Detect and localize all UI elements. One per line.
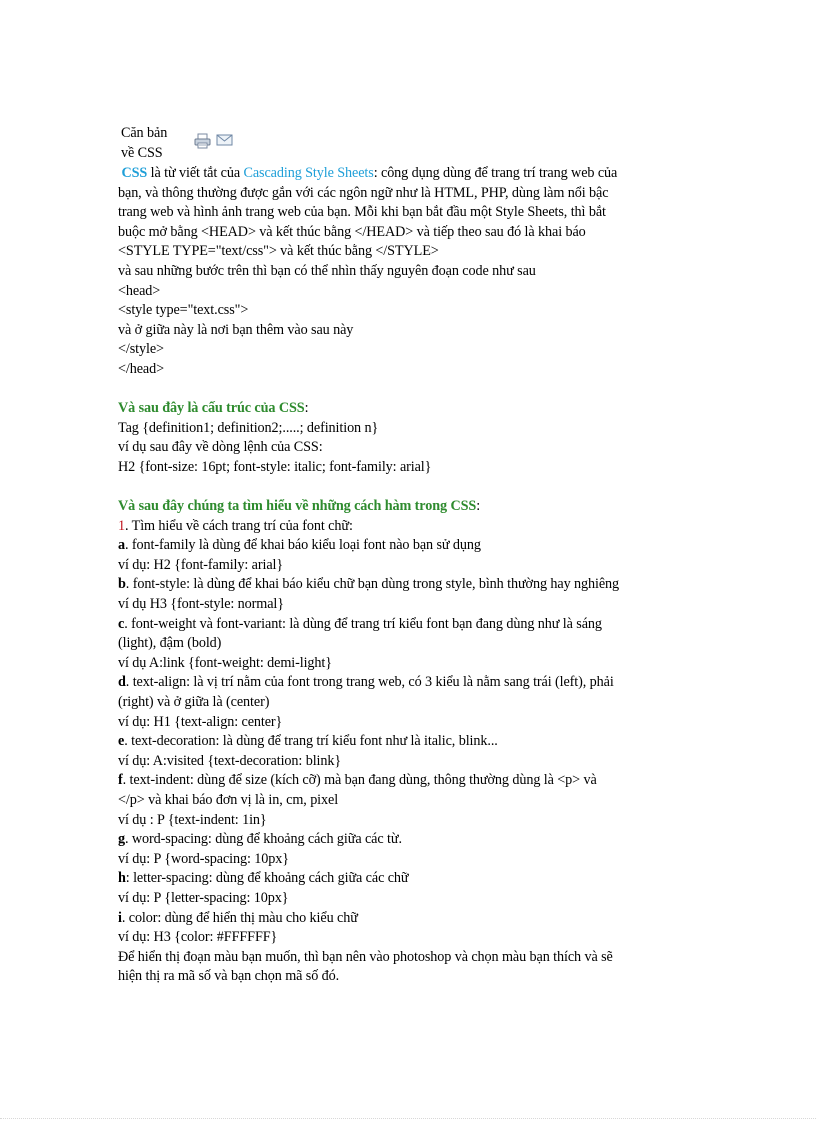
intro-paragraph (118, 164, 698, 380)
closing-line: hiện thị ra mã số và bạn chọn mã số đó. (118, 968, 340, 985)
section-heading: Và sau đây chúng ta tìm hiểu về những cách hàm trong CSS: (118, 498, 481, 515)
structure-section (118, 399, 698, 477)
printer-icon[interactable] (194, 133, 211, 156)
item-letter: i (118, 909, 122, 926)
article-content (118, 124, 698, 987)
code-line: </style> (118, 341, 164, 358)
property-item-g: g. word-spacing: dùng để khoảng cách giữa các từ. (118, 831, 402, 848)
item-letter: e (118, 733, 125, 750)
item-detail-line: ví dụ: P {word-spacing: 10px} (118, 850, 289, 867)
property-item-f: f. text-indent: dùng để size (kích cỡ) mà bạn đang dùng, thông thường dùng là <p> và (118, 772, 597, 789)
intro-line: và sau những bước trên thì bạn có thể nhìn thấy nguyên đoạn code như sau (118, 262, 536, 279)
page-title (121, 124, 185, 163)
example-label: ví dụ sau đây về dòng lệnh của CSS: (118, 439, 323, 456)
mail-icon[interactable] (216, 133, 233, 154)
intro-text-a: là từ viết tắt của (150, 165, 241, 181)
intro-line: <STYLE TYPE="text/css"> và kết thúc bằng </STYLE> (118, 243, 439, 260)
code-line: <style type="text.css"> (118, 302, 249, 319)
intro-line: bạn, và thông thường được gắn với các ngôn ngữ như là HTML, PHP, dùng làm nổi bậc (118, 184, 609, 201)
item-letter: c (118, 615, 125, 632)
closing-line: Để hiển thị đoạn màu bạn muốn, thì bạn nên vào photoshop và chọn màu bạn thích và sẽ (118, 948, 613, 965)
section-heading: Và sau đây là cấu trúc của CSS: (118, 400, 309, 417)
item-letter: d (118, 674, 126, 691)
item-detail-line: ví dụ: P {letter-spacing: 10px} (118, 889, 289, 906)
title-line-2: về CSS (121, 144, 163, 161)
property-item-d: d. text-align: là vị trí nằm của font trong trang web, có 3 kiểu là nằm sang trái (left), phải (118, 674, 614, 691)
intro-text-b: : công dụng dùng để trang trí trang web của (373, 165, 618, 181)
title-row (118, 124, 698, 164)
code-line: <head> (118, 282, 161, 299)
item-detail-line: ví dụ: A:visited {text-decoration: blink} (118, 752, 342, 769)
item-detail-line: ví dụ : P {text-indent: 1in} (118, 811, 267, 828)
title-actions (194, 133, 235, 151)
code-line: và ở giữa này là nơi bạn thêm vào sau này (118, 321, 354, 338)
intro-line: buộc mở bằng <HEAD> và kết thúc bằng </HEAD> và tiếp theo sau đó là khai báo (118, 223, 586, 240)
item-letter: a (118, 537, 125, 554)
item-letter: g (118, 831, 125, 848)
item-detail-line: (right) và ở giữa là (center) (118, 694, 270, 711)
syntax-line: Tag {definition1; definition2;.....; definition n} (118, 419, 379, 436)
item-letter: b (118, 576, 126, 593)
cascading-style-sheets-link[interactable]: Cascading Style Sheets (243, 165, 374, 181)
property-item-i: i. color: dùng để hiển thị màu cho kiểu chữ (118, 909, 358, 926)
css-keyword: CSS (121, 165, 148, 181)
functions-section (118, 497, 698, 987)
property-item-c: c. font-weight và font-variant: là dùng để trang trí kiểu font bạn đang dùng như là sáng (118, 615, 602, 632)
item-detail-line: (light), đậm (bold) (118, 635, 222, 652)
property-item-h: h: letter-spacing: dùng để khoảng cách giữa các chữ (118, 870, 409, 887)
item-detail-line: ví dụ: H3 {color: #FFFFFF} (118, 929, 278, 946)
property-item-e: e. text-decoration: là dùng để trang trí kiểu font như là italic, blink... (118, 733, 498, 750)
item-letter: f (118, 772, 123, 789)
page-bottom-border (0, 1118, 816, 1119)
item-number: 1 (118, 517, 125, 534)
property-item-b: b. font-style: là dùng để khai báo kiểu chữ bạn dùng trong style, bình thường hay nghiêng (118, 576, 620, 593)
item-detail-line: ví dụ: H2 {font-family: arial} (118, 556, 284, 573)
numbered-item: 1. Tìm hiểu về cách trang trí của font chữ: (118, 517, 353, 534)
intro-line: trang web và hình ảnh trang web của bạn. Mỗi khi bạn bắt đầu một Style Sheets, thì bắt (118, 204, 606, 221)
item-detail-line: ví dụ H3 {font-style: normal} (118, 596, 284, 613)
property-list (118, 536, 698, 947)
title-line-1: Căn bản (121, 125, 168, 141)
intro-first-line (118, 164, 698, 184)
item-detail-line: ví dụ: H1 {text-align: center} (118, 713, 283, 730)
code-line: </head> (118, 360, 165, 377)
property-item-a: a. font-family là dùng để khai báo kiểu loại font nào bạn sử dụng (118, 537, 481, 554)
item-detail-line: ví dụ A:link {font-weight: demi-light} (118, 654, 332, 671)
item-detail-line: </p> và khai báo đơn vị là in, cm, pixel (118, 792, 339, 808)
item-letter: h (118, 870, 126, 887)
example-line: H2 {font-size: 16pt; font-style: italic; font-family: arial} (118, 458, 432, 475)
